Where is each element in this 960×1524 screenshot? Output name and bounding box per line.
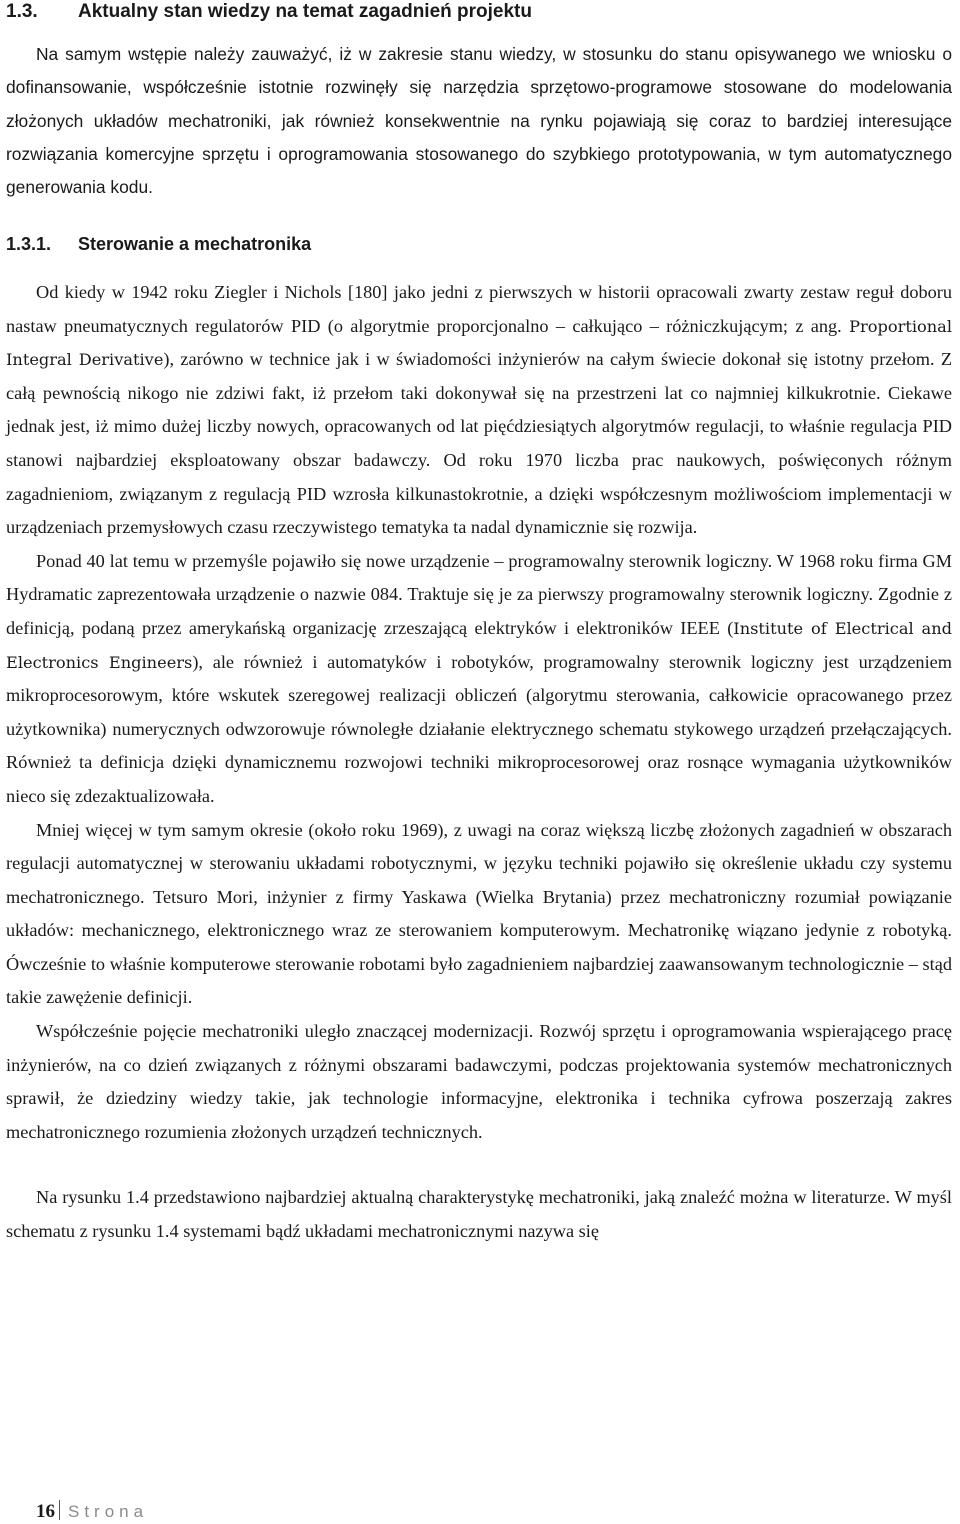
- paragraph-pid: [6, 276, 952, 545]
- subsection-heading: [6, 232, 311, 256]
- subsection-title: Sterowanie a mechatronika: [78, 234, 312, 254]
- paragraph-mechatronics-modern: Współcześnie pojęcie mechatroniki uległo znaczącej modernizacji. Rozwój sprzętu i oprogramowania wspierającego pracę inżynierów, na co dzień związanych z różnymi obszarami badawczymi, podczas projektowania systemów mechatronicznych sprawił, że dziedziny wiedzy takie, jak technologie informacyjne, elektronika i technika cyfrowa poszerzają zakres mechatronicznego rozumienia złożonych urządzeń technicznych.: [6, 1021, 952, 1142]
- page-label: Strona: [68, 1502, 149, 1521]
- paragraph-gap: [6, 1149, 952, 1181]
- footer-divider: [59, 1500, 60, 1520]
- section-title: Aktualny stan wiedzy na temat zagadnień projektu: [78, 1, 532, 22]
- paragraph-text: Od kiedy w 1942 roku Ziegler i Nichols [180] jako jedni z pierwszych w historii opracowali zwarty zestaw reguł doboru nastaw pneumatycznych regulatorów PID (o algorytmie proporcjonalno – całkująco – różniczkującym; z ang.: [6, 282, 952, 336]
- section-number: 1.3.: [6, 1, 38, 22]
- section-heading: [6, 0, 532, 24]
- subsection-number: 1.3.1.: [6, 234, 52, 254]
- paragraph-plc: [6, 545, 952, 814]
- paragraph-text: ), ale również i automatyków i robotyków, programowalny sterownik logiczny jest urządzeniem mikroprocesorowym, które wskutek szeregowej realizacji obliczeń (algorytmu sterowania, całkowicie opracowanego przez użytkownika) numerycznych odwzorowuje równoległe działanie elektrycznego schematu stykowego urządzeń przełączających. Również ta definicja dzięki dynamicznemu rozwojowi techniki mikroprocesorowej oraz rosnące wymagania użytkowników nieco się zdezaktualizowała.: [6, 651, 952, 806]
- paragraph-mechatronics-origin: Mniej więcej w tym samym okresie (około roku 1969), z uwagi na coraz większą liczbę złożonych zagadnień w obszarach regulacji automatycznej w sterowaniu układami robotycznymi, w języku techniki pojawiło się określenie układu czy systemu mechatronicznego. Tetsuro Mori, inżynier z firmy Yaskawa (Wielka Brytania) przez mechatroniczny rozumiał powiązanie układów: mechanicznego, elektronicznego wraz ze sterowaniem komputerowym. Mechatronikę wiązano jedynie z robotyką. Ówcześnie to właśnie komputerowe sterowanie robotami było zagadnieniem najbardziej zaawansowanym technologicznie – stąd takie zawężenie definicji.: [6, 819, 952, 1008]
- english-term: Institute of Electrical and Electronics Engineers: [6, 618, 952, 672]
- body-text: [6, 276, 952, 1249]
- paragraph-text: ), zarówno w technice jak i w świadomości inżynierów na całym świecie dokonał się istotny przełom. Z całą pewnością nikogo nie zdziwi fakt, iż przełom taki dokonywał się na przestrzeni lat co najmniej kilkukrotnie. Ciekawe jednak jest, iż mimo dużej liczby nowych, opracowanych od lat pięćdziesiątych algorytmów regulacji, to właśnie regulacja PID stanowi najbardziej eksploatowany obszar badawczy. Od roku 1970 liczba prac naukowych, poświęconych różnym zagadnieniom, związanym z regulacją PID wzrosła kilkunastokrotnie, a dzięki współczesnym możliwościom implementacji w urządzeniach przemysłowych czasu rzeczywistego tematyka ta nadal dynamicznie się rozwija.: [6, 349, 953, 538]
- page-footer: [36, 1500, 148, 1524]
- paragraph-figure-reference: Na rysunku 1.4 przedstawiono najbardziej aktualną charakterystykę mechatroniki, jaką znaleźć można w literaturze. W myśl schematu z rysunku 1.4 systemami bądź układami mechatronicznymi nazywa się: [6, 1187, 952, 1242]
- paragraph-text: Ponad 40 lat temu w przemyśle pojawiło się nowe urządzenie – programowalny sterownik logiczny. W 1968 roku firma GM Hydramatic zaprezentowała urządzenie o nazwie 084. Traktuje się je za pierwszy programowalny sterownik logiczny. Zgodnie z definicją, podaną przez amerykańską organizację zrzeszającą elektryków i elektroników IEEE (: [6, 550, 952, 638]
- page-number: 16: [36, 1501, 55, 1522]
- intro-paragraph: Na samym wstępie należy zauważyć, iż w zakresie stanu wiedzy, w stosunku do stanu opisywanego we wniosku o dofinansowanie, współcześnie istotnie rozwinęły się narzędzia sprzętowo-programowe stosowane do modelowania złożonych układów mechatroniki, jak również konsekwentnie na rynku pojawiają się coraz to bardziej interesujące rozwiązania komercyjne sprzętu i oprogramowania stosowanego do szybkiego prototypowania, w tym automatycznego generowania kodu.: [6, 44, 952, 198]
- english-term: Proportional Integral Derivative: [6, 316, 952, 370]
